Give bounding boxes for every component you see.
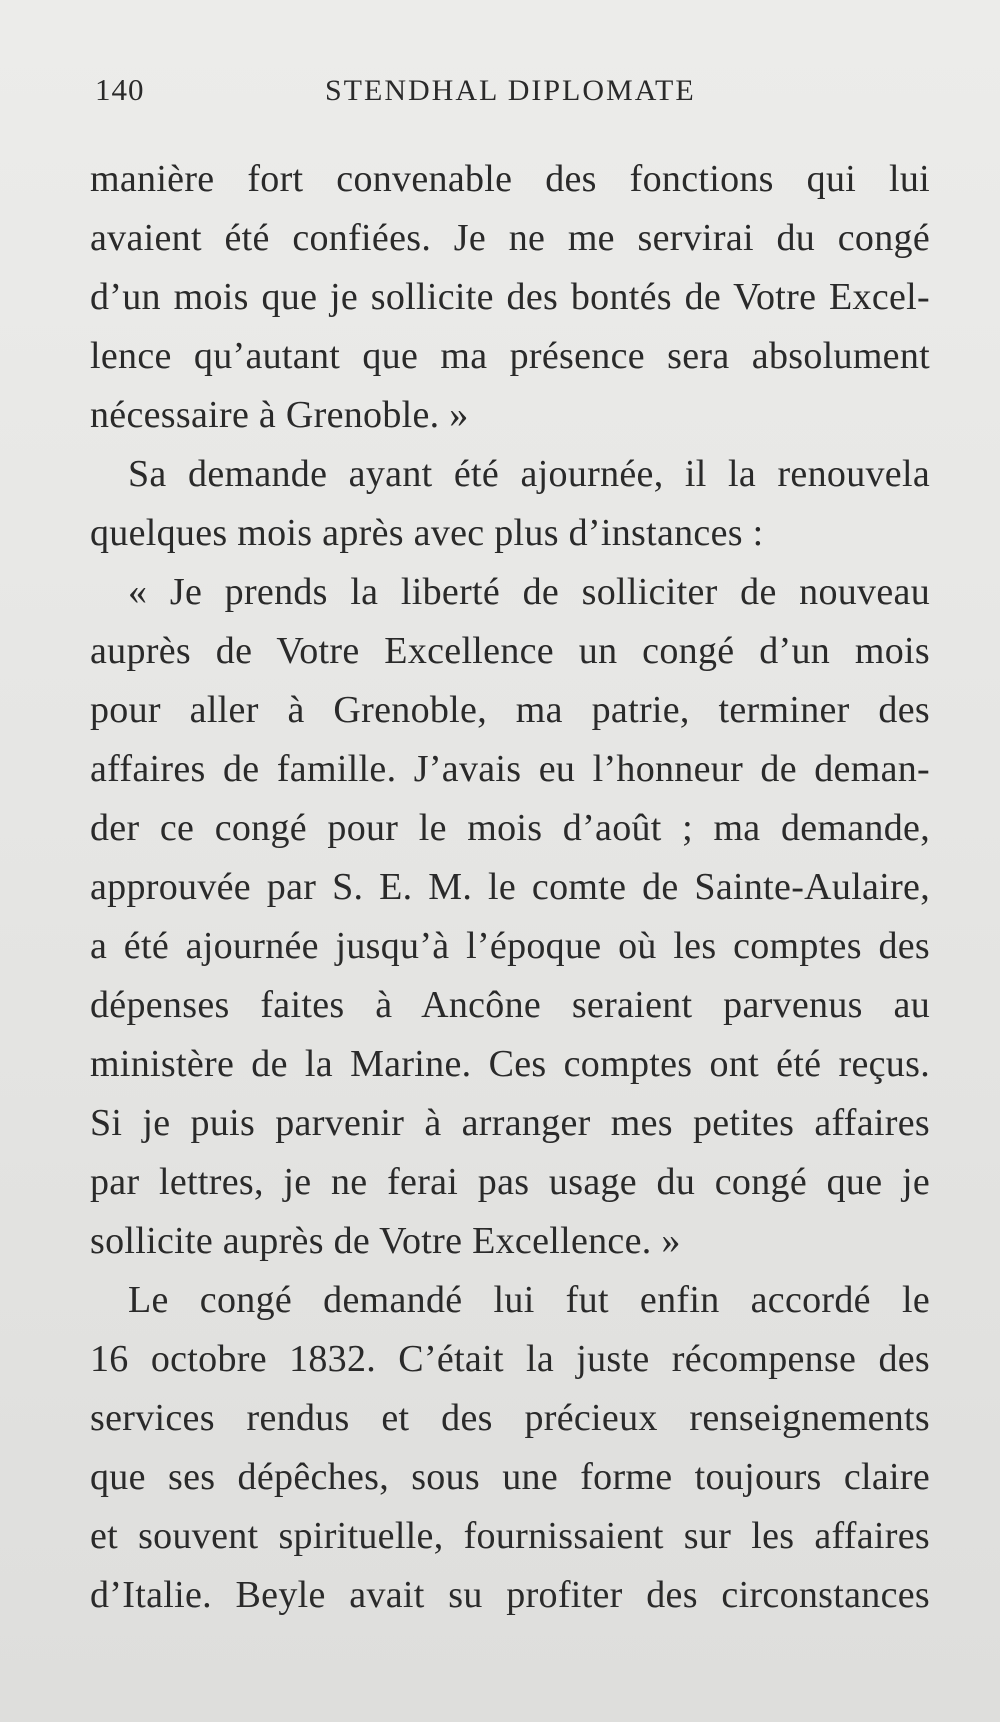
text-line: services rendus et des précieux renseignements: [90, 1397, 930, 1439]
text-line: affaires de famille. J’avais eu l’honneur de deman-: [90, 748, 930, 790]
text-line: approuvée par S. E. M. le comte de Sainte-Aulaire,: [90, 866, 930, 908]
text-line: lence qu’autant que ma présence sera absolument: [90, 335, 930, 377]
text-line: Le congé demandé lui fut enfin accordé le: [128, 1279, 930, 1321]
text-line: d’un mois que je sollicite des bontés de Votre Excel-: [90, 276, 930, 318]
running-title: STENDHAL DIPLOMATE: [325, 74, 696, 107]
text-line: avaient été confiées. Je ne me servirai du congé: [90, 217, 930, 259]
text-line: sollicite auprès de Votre Excellence. »: [90, 1220, 681, 1262]
page-header: [95, 72, 905, 112]
body-text: [90, 150, 930, 1625]
text-line: nécessaire à Grenoble. »: [90, 394, 469, 436]
text-line: et souvent spirituelle, fournissaient sur les affaires: [90, 1515, 930, 1557]
text-line: Sa demande ayant été ajournée, il la renouvela: [128, 453, 930, 495]
text-line: auprès de Votre Excellence un congé d’un mois: [90, 630, 930, 672]
text-line: que ses dépêches, sous une forme toujours claire: [90, 1456, 930, 1498]
text-line: a été ajournée jusqu’à l’époque où les comptes des: [90, 925, 930, 967]
text-line: 16 octobre 1832. C’était la juste récompense des: [90, 1338, 930, 1380]
text-line: « Je prends la liberté de solliciter de nouveau: [128, 571, 930, 613]
text-line: pour aller à Grenoble, ma patrie, terminer des: [90, 689, 930, 731]
text-line: quelques mois après avec plus d’instances :: [90, 512, 764, 554]
text-line: manière fort convenable des fonctions qui lui: [90, 158, 930, 200]
text-line: d’Italie. Beyle avait su profiter des circonstances: [90, 1574, 930, 1616]
text-line: Si je puis parvenir à arranger mes petites affaires: [90, 1102, 930, 1144]
text-line: dépenses faites à Ancône seraient parvenus au: [90, 984, 930, 1026]
text-line: ministère de la Marine. Ces comptes ont été reçus.: [90, 1043, 930, 1085]
text-line: der ce congé pour le mois d’août ; ma demande,: [90, 807, 930, 849]
page-number: 140: [95, 72, 145, 107]
text-line: par lettres, je ne ferai pas usage du congé que je: [90, 1161, 930, 1203]
